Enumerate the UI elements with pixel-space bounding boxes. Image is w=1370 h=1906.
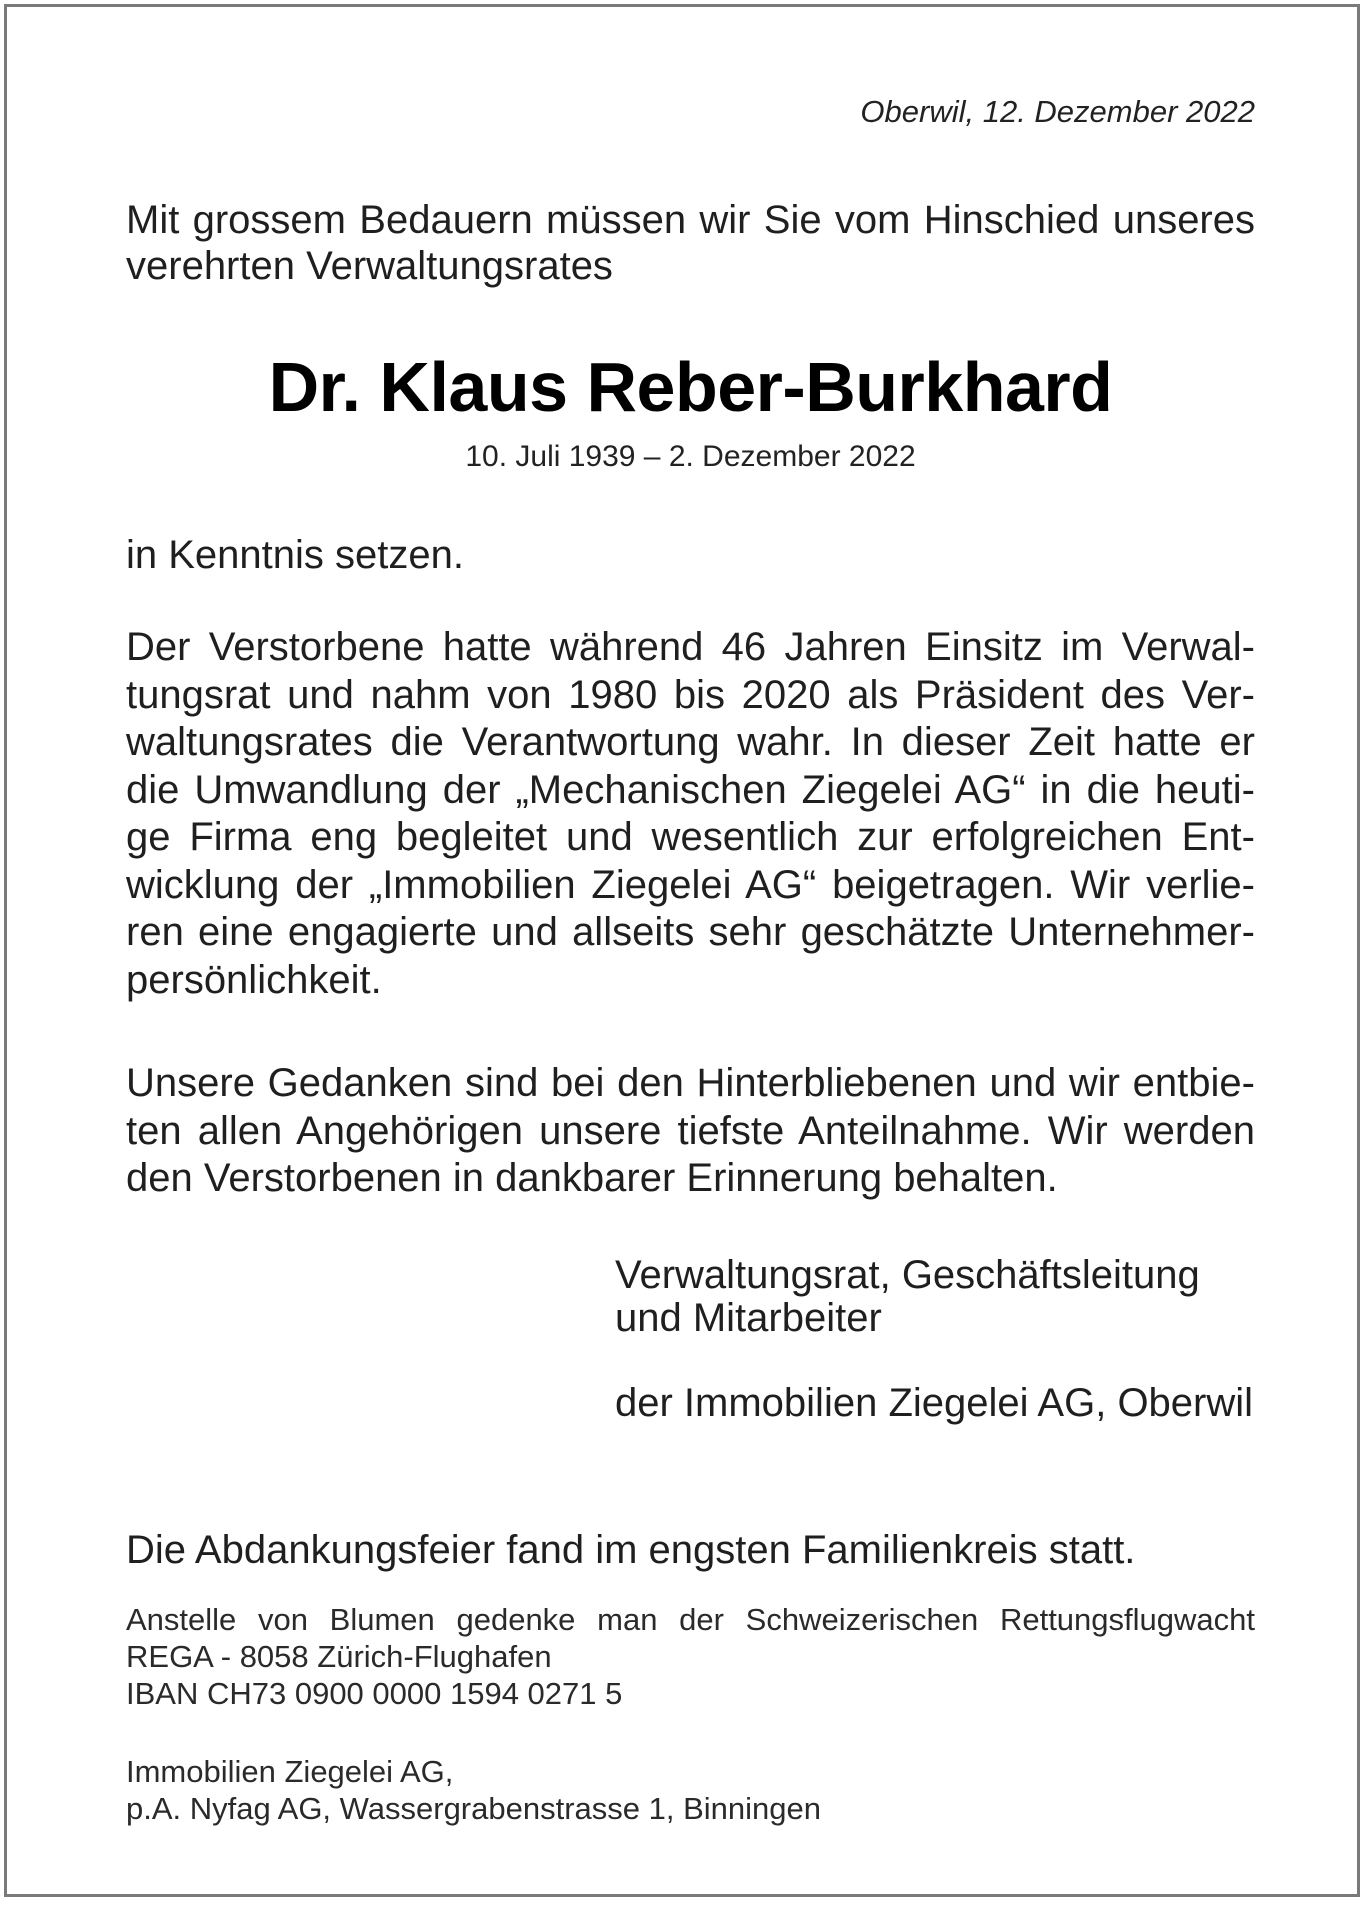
- address-block: [126, 1753, 1255, 1827]
- donation-block: [126, 1601, 1255, 1712]
- condolence-paragraph: Unsere Gedanken sind bei den Hinterbliebenen und wir entbieten allen Angehörigen unsere tiefste Anteilnahme. Wir werden den Verstorbenen in dankbarer Erinnerung behalten.: [126, 1061, 1255, 1200]
- notice-frame: [4, 4, 1360, 1897]
- donation-line: Anstelle von Blumen gedenke man der Schweizerischen Rettungsflugwacht: [126, 1602, 1255, 1637]
- address-company: Immobilien Ziegelei AG,: [126, 1754, 454, 1789]
- donation-iban: IBAN CH73 0900 0000 1594 0271 5: [126, 1676, 623, 1711]
- address-street: p.A. Nyfag AG, Wassergrabenstrasse 1, Binningen: [126, 1791, 821, 1826]
- donation-recipient: REGA - 8058 Zürich-Flughafen: [126, 1639, 552, 1674]
- life-dates: 10. Juli 1939 – 2. Dezember 2022: [465, 440, 916, 473]
- kenntnis-text: in Kenntnis setzen.: [126, 533, 464, 577]
- intro-text: Mit grossem Bedauern müssen wir Sie vom Hinschied unseres verehrten Verwaltungsrates: [126, 198, 1255, 288]
- deceased-name: Dr. Klaus Reber-Burkhard: [268, 348, 1113, 426]
- place-date: Oberwil, 12. Dezember 2022: [860, 94, 1255, 129]
- signature-company: der Immobilien Ziegelei AG, Oberwil: [615, 1381, 1254, 1425]
- signature-board: Verwaltungsrat, Geschäftsleitung und Mitarbeiter: [615, 1253, 1200, 1340]
- tribute-paragraph: Der Verstorbene hatte während 46 Jahren Einsitz im Verwaltungsrat und nahm von 1980 bis 2020 als Präsident des Verwaltungsrates die Verantwortung wahr. In dieser Zeit hatte er die Umwandlung der „Mechanischen Ziegelei AG“ in die heutige Firma eng begleitet und wesentlich zur erfolgreichen Entwicklung der „Immobilien Ziegelei AG“ beigetragen. Wir verlieren eine engagierte und allseits sehr geschätzte Unternehmerpersönlichkeit.: [126, 625, 1255, 1002]
- ceremony-note: Die Abdankungsfeier fand im engsten Familienkreis statt.: [126, 1528, 1136, 1572]
